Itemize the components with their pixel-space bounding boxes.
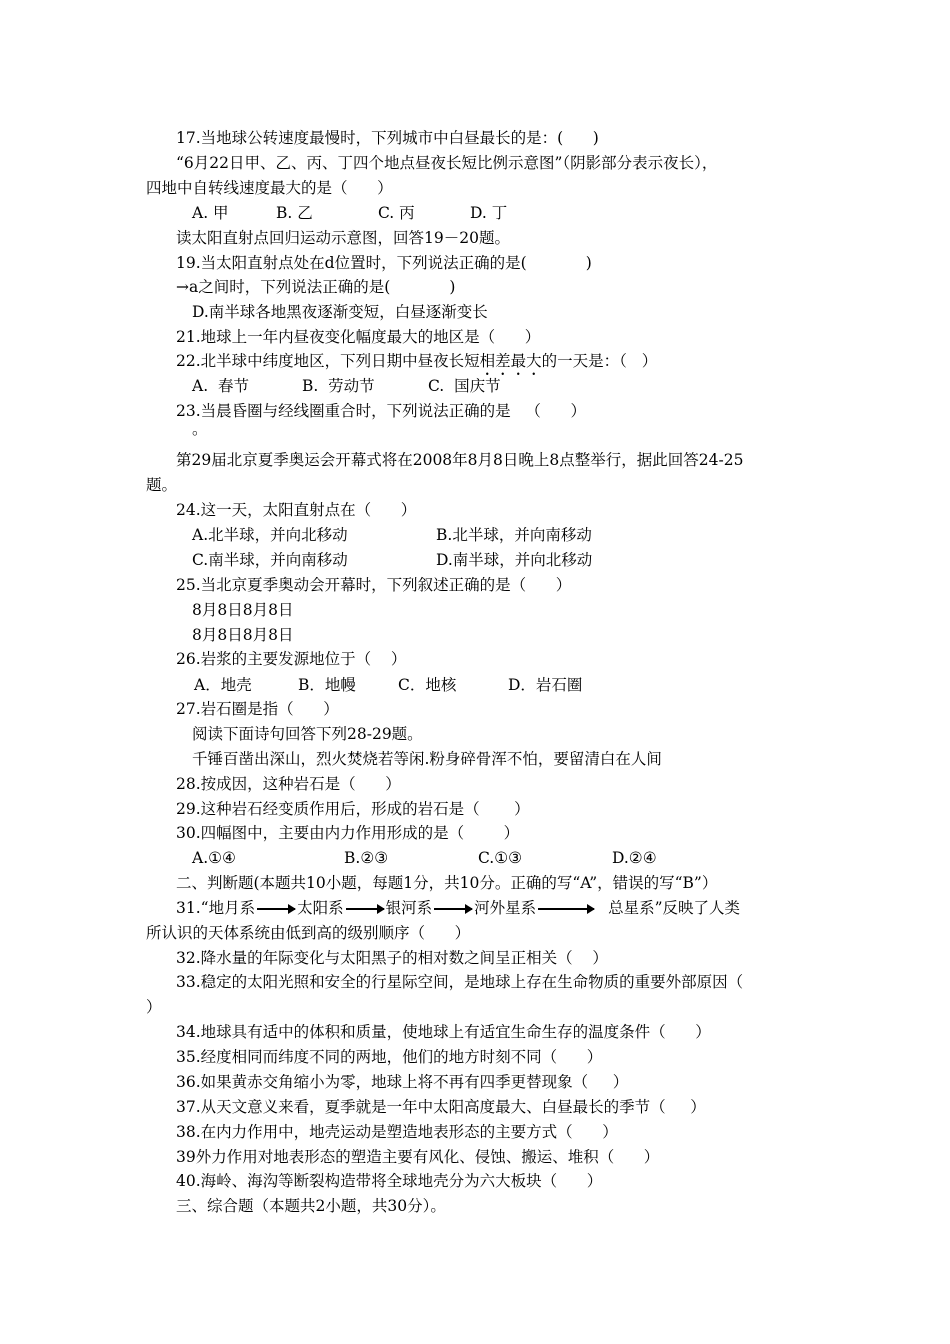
q30-option-c: C.①③: [478, 849, 523, 867]
question-38: 38.在内力作用中，地壳运动是塑造地表形态的主要方式（ ）: [176, 1123, 618, 1141]
read-instruction-19-20: 读太阳直射点回归运动示意图，回答19－20题。: [176, 229, 510, 247]
question-30: 30.四幅图中，主要由内力作用形成的是（ ）: [176, 824, 520, 842]
question-33-cont: ）: [146, 998, 162, 1016]
question-20-option-d: D.南半球各地黑夜逐渐变短，白昼逐渐变长: [192, 303, 488, 321]
olympic-intro-cont: 题。: [146, 476, 178, 494]
q22-option-c: C. 国庆节: [428, 377, 501, 395]
question-28: 28.按成因，这种岩石是（ ）: [176, 775, 401, 793]
question-40: 40.海岭、海沟等断裂构造带将全球地壳分为六大板块（ ）: [176, 1172, 603, 1190]
q26-option-d: D．岩石圈: [508, 676, 583, 694]
arrow-icon: [434, 908, 472, 910]
question-20: →a之间时，下列说法正确的是( ): [176, 278, 456, 296]
q31-part-4: 河外星系: [474, 899, 537, 917]
q18-option-b: B. 乙: [276, 204, 313, 222]
question-27: 27.岩石圈是指（ ）: [176, 700, 339, 718]
question-22: [176, 351, 657, 379]
question-35: 35.经度相同而纬度不同的两地，他们的地方时刻不同（ ）: [176, 1048, 603, 1066]
question-22-post: 的一天是：（ ）: [541, 352, 658, 370]
question-26: 26.岩浆的主要发源地位于（ ）: [176, 650, 407, 668]
question-23-cont: 。: [192, 420, 208, 438]
q26-option-b: B．地幔: [298, 676, 356, 694]
question-25: 25.当北京夏季奥动会开幕时，下列叙述正确的是（ ）: [176, 576, 572, 594]
question-39: 39外力作用对地表形态的塑造主要有风化、侵蚀、搬运、堆积（ ）: [176, 1148, 660, 1166]
question-36: 36.如果黄赤交角缩小为零，地球上将不再有四季更替现象（ ）: [176, 1073, 629, 1091]
q31-part-3: 银河系: [385, 899, 433, 917]
q30-option-d: D.②④: [612, 849, 657, 867]
q30-option-a: A.①④: [192, 849, 236, 867]
q24-option-b: B.北半球，并向南移动: [436, 526, 592, 544]
q26-option-a: A．地壳: [194, 676, 252, 694]
question-22-pre: 22.北半球中纬度地区，下列日期中昼夜长短: [176, 352, 480, 370]
q18-option-a: A. 甲: [192, 204, 229, 222]
question-17: 17.当地球公转速度最慢时，下列城市中白昼最长的是：( ): [176, 129, 599, 147]
question-29: 29.这种岩石经变质作用后，形成的岩石是（ ）: [176, 800, 530, 818]
question-31-cont: 所认识的天体系统由低到高的级别顺序（ ）: [146, 924, 471, 942]
section-2-heading: 二、判断题(本题共10小题，每题1分，共10分。正确的写“A”，错误的写“B”）: [176, 874, 718, 892]
q30-option-b: B.②③: [344, 849, 389, 867]
question-18-stem: “6月22日甲、乙、丙、丁四个地点昼夜长短比例示意图”（阴影部分表示夜长），: [176, 154, 718, 172]
question-34: 34.地球具有适中的体积和质量，使地球上有适宜生命生存的温度条件（ ）: [176, 1023, 711, 1041]
question-25-line-a: 8月8日8月8日: [192, 601, 294, 619]
question-24: 24.这一天，太阳直射点在（ ）: [176, 501, 417, 519]
arrow-icon: [346, 908, 384, 910]
poem-text: 千锤百凿出深山，烈火焚烧若等闲.粉身碎骨浑不怕，要留清白在人间: [192, 750, 662, 768]
q31-part-2: 太阳系: [297, 899, 344, 917]
question-22-emphasis: 相差最大: [479, 352, 542, 370]
poem-intro: 阅读下面诗句回答下列28-29题。: [192, 725, 423, 743]
q24-option-c: C.南半球，并向南移动: [192, 551, 348, 569]
q18-option-d: D. 丁: [470, 204, 508, 222]
question-23: 23.当晨昏圈与经线圈重合时，下列说法正确的是 （ ）: [176, 402, 586, 420]
question-25-line-b: 8月8日8月8日: [192, 626, 294, 644]
q31-part-1: 31.“地月系: [176, 899, 256, 917]
q31-part-5: 总星系”反映了人类: [608, 899, 741, 917]
question-33: 33.稳定的太阳光照和安全的行星际空间，是地球上存在生命物质的重要外部原因（: [176, 973, 744, 991]
question-32: 32.降水量的年际变化与太阳黑子的相对数之间呈正相关（ ）: [176, 949, 608, 967]
arrow-icon: [538, 908, 594, 910]
question-21: 21.地球上一年内昼夜变化幅度最大的地区是（ ）: [176, 328, 541, 346]
q18-option-c: C. 丙: [378, 204, 415, 222]
question-37: 37.从天文意义来看，夏季就是一年中太阳高度最大、白昼最长的季节（ ）: [176, 1098, 706, 1116]
q22-option-a: A. 春节: [192, 377, 249, 395]
q24-option-d: D.南半球，并向北移动: [436, 551, 593, 569]
arrow-icon: [257, 908, 295, 910]
question-19: 19.当太阳直射点处在d位置时，下列说法正确的是( ): [176, 254, 592, 272]
q26-option-c: C．地核: [398, 676, 457, 694]
question-31: [176, 898, 740, 918]
q22-option-b: B. 劳动节: [302, 377, 375, 395]
section-3-heading: 三、综合题（本题共2小题，共30分）。: [176, 1197, 446, 1215]
question-18-stem-cont: 四地中自转线速度最大的是（ ）: [146, 179, 393, 197]
q24-option-a: A.北半球，并向北移动: [192, 526, 348, 544]
olympic-intro: 第29届北京夏季奥运会开幕式将在2008年8月8日晚上8点整举行，据此回答24-25: [176, 451, 744, 469]
